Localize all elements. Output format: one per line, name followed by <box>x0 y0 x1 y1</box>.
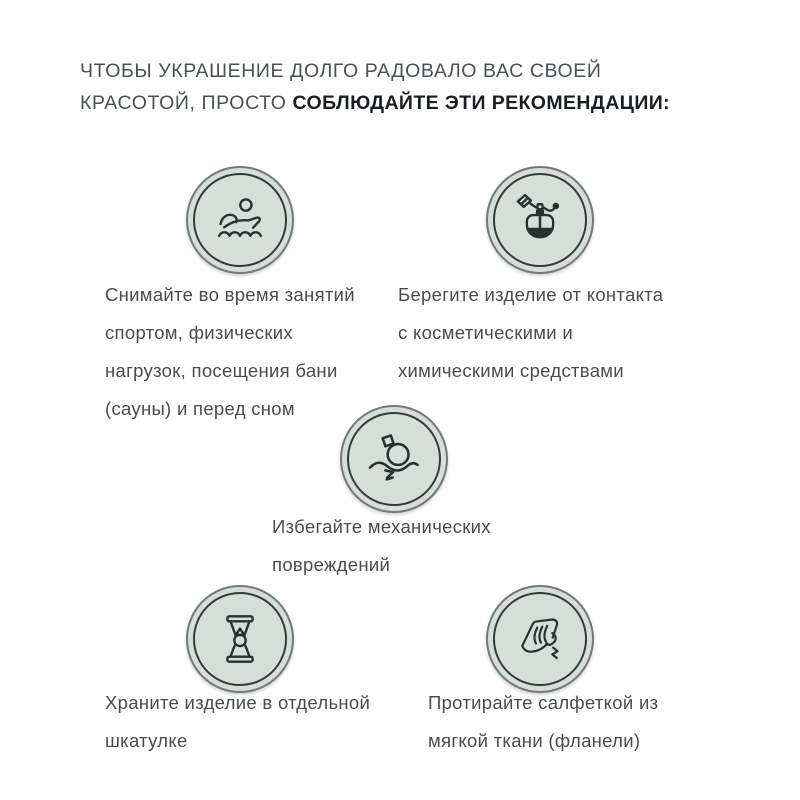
care-tip-line: нагрузок, посещения бани <box>105 360 338 381</box>
care-tip-line: (сауны) и перед сном <box>105 398 295 419</box>
swimmer-icon <box>186 166 294 274</box>
page-title-emphasis: СОБЛЮДАЙТЕ ЭТИ РЕКОМЕНДАЦИИ: <box>292 92 671 114</box>
ring-crack-icon <box>340 405 448 513</box>
cloth-wipe-icon <box>486 585 594 693</box>
perfume-atomizer-icon <box>486 166 594 274</box>
care-tip-wipe-text <box>428 684 658 760</box>
care-tip-line: шкатулке <box>105 730 188 751</box>
care-tip-line: спортом, физических <box>105 322 293 343</box>
care-tip-sport-text <box>105 276 355 428</box>
care-tip-chemicals-text <box>398 276 663 390</box>
jewelry-box-icon <box>186 585 294 693</box>
care-tip-storage-text <box>105 684 370 760</box>
care-tip-line: Берегите изделие от контакта <box>398 284 664 305</box>
care-tip-line: с косметическими и <box>398 322 573 343</box>
care-tip-line: мягкой ткани (фланели) <box>428 730 641 751</box>
page-title <box>80 55 770 119</box>
care-tip-line: Снимайте во время занятий <box>105 284 355 305</box>
page-title-line2: КРАСОТОЙ, ПРОСТО СОБЛЮДАЙТЕ ЭТИ РЕКОМЕНДАЦИИ: <box>80 92 671 114</box>
care-tip-line: химическими средствами <box>398 360 624 381</box>
care-tip-line: повреждений <box>272 554 391 575</box>
care-tip-line: Протирайте салфеткой из <box>428 692 659 713</box>
care-tip-line: Храните изделие в отдельной <box>105 692 371 713</box>
care-tip-damage-text <box>272 508 491 584</box>
page-title-line1: ЧТОБЫ УКРАШЕНИЕ ДОЛГО РАДОВАЛО ВАС СВОЕЙ <box>80 60 602 82</box>
care-tip-line: Избегайте механических <box>272 516 491 537</box>
